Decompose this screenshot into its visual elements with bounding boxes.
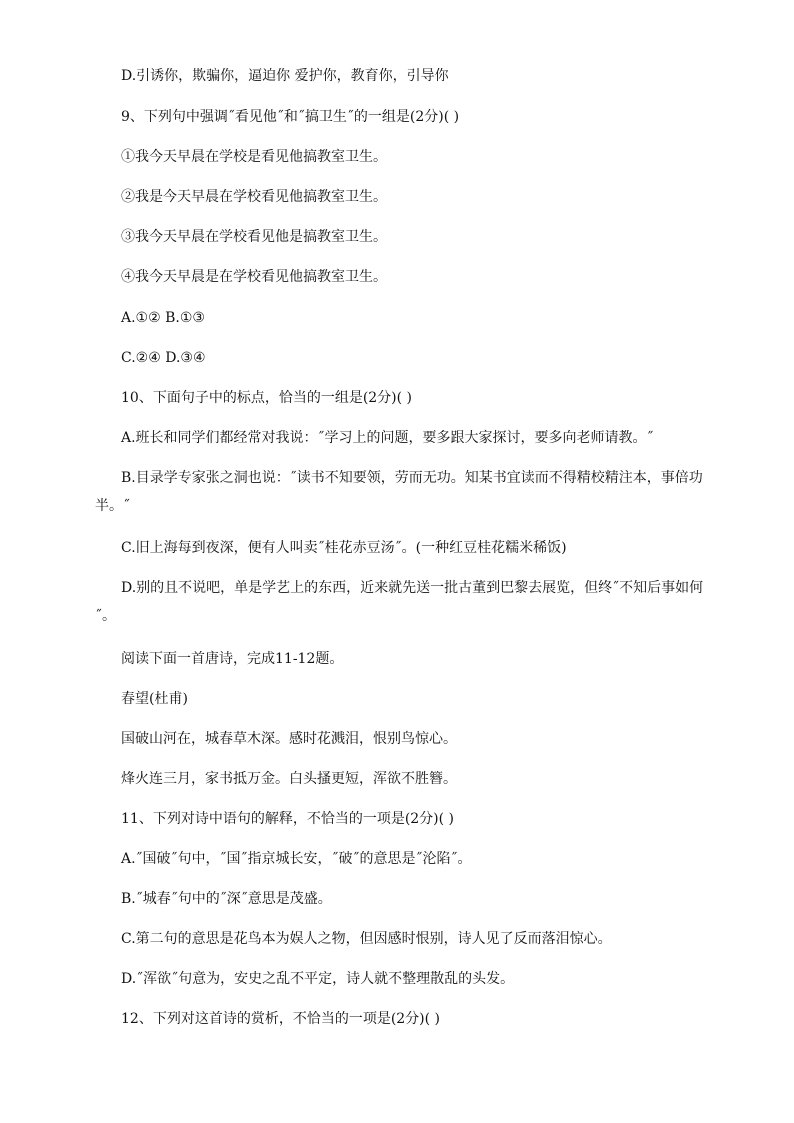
option-a-q11: A.˝国破˝句中，˝国˝指京城长安，˝破˝的意思是˝沦陷˝。 xyxy=(121,851,472,867)
option-c-q11: C.第二句的意思是花鸟本为娱人之物，但因感时恨别，诗人见了反而落泪惊心。 xyxy=(121,931,612,947)
poem-line-1: 国破山河在，城春草木深。感时花溅泪，恨别鸟惊心。 xyxy=(121,731,457,747)
sentence-1: ①我今天早晨在学校是看见他搞教室卫生。 xyxy=(121,149,387,165)
option-a-q10: A.班长和同学们都经常对我说：˝学习上的问题，要多跟大家探讨，要多向老师请教。˝ xyxy=(121,430,654,446)
option-b-q10: B.目录学专家张之洞也说：˝读书不知要领，劳而无功。知某书宜读而不得精校精注本，事倍功半。˝ xyxy=(95,470,703,514)
question-12: 12、下列对这首诗的赏析，不恰当的一项是(2分)( ) xyxy=(121,1011,441,1027)
option-b-q11: B.˝城春˝句中的˝深˝意思是茂盛。 xyxy=(121,891,332,907)
options-a-b-q9: A.①② B.①③ xyxy=(121,310,205,326)
poem-line-2: 烽火连三月，家书抵万金。白头搔更短，浑欲不胜簪。 xyxy=(121,771,457,787)
sentence-3: ③我今天早晨在学校看见他是搞教室卫生。 xyxy=(121,229,387,245)
option-c-q10: C.旧上海每到夜深，便有人叫卖˝桂花赤豆汤˝。(一种红豆桂花糯米稀饭) xyxy=(121,540,567,556)
options-c-d-q9: C.②④ D.③④ xyxy=(121,350,206,366)
question-9: 9、下列句中强调˝看见他˝和˝搞卫生˝的一组是(2分)( ) xyxy=(121,109,460,125)
poem-title: 春望(杜甫) xyxy=(121,691,188,707)
reading-instruction: 阅读下面一首唐诗，完成11-12题。 xyxy=(121,651,344,667)
sentence-4: ④我今天早晨是在学校看见他搞教室卫生。 xyxy=(121,269,387,285)
question-10: 10、下面句子中的标点，恰当的一组是(2分)( ) xyxy=(121,390,413,406)
option-d-q10: D.别的且不说吧，单是学艺上的东西，近来就先送一批古董到巴黎去展览，但终˝不知后事如何˝。 xyxy=(95,580,704,624)
option-d-q11: D.˝浑欲˝句意为，安史之乱不平定，诗人就不整理散乱的头发。 xyxy=(121,971,515,987)
option-d-q8: D.引诱你，欺骗你，逼迫你 爱护你，教育你，引导你 xyxy=(121,68,449,84)
sentence-2: ②我是今天早晨在学校看见他搞教室卫生。 xyxy=(121,189,387,205)
question-11: 11、下列对诗中语句的解释，不恰当的一项是(2分)( ) xyxy=(121,811,455,827)
